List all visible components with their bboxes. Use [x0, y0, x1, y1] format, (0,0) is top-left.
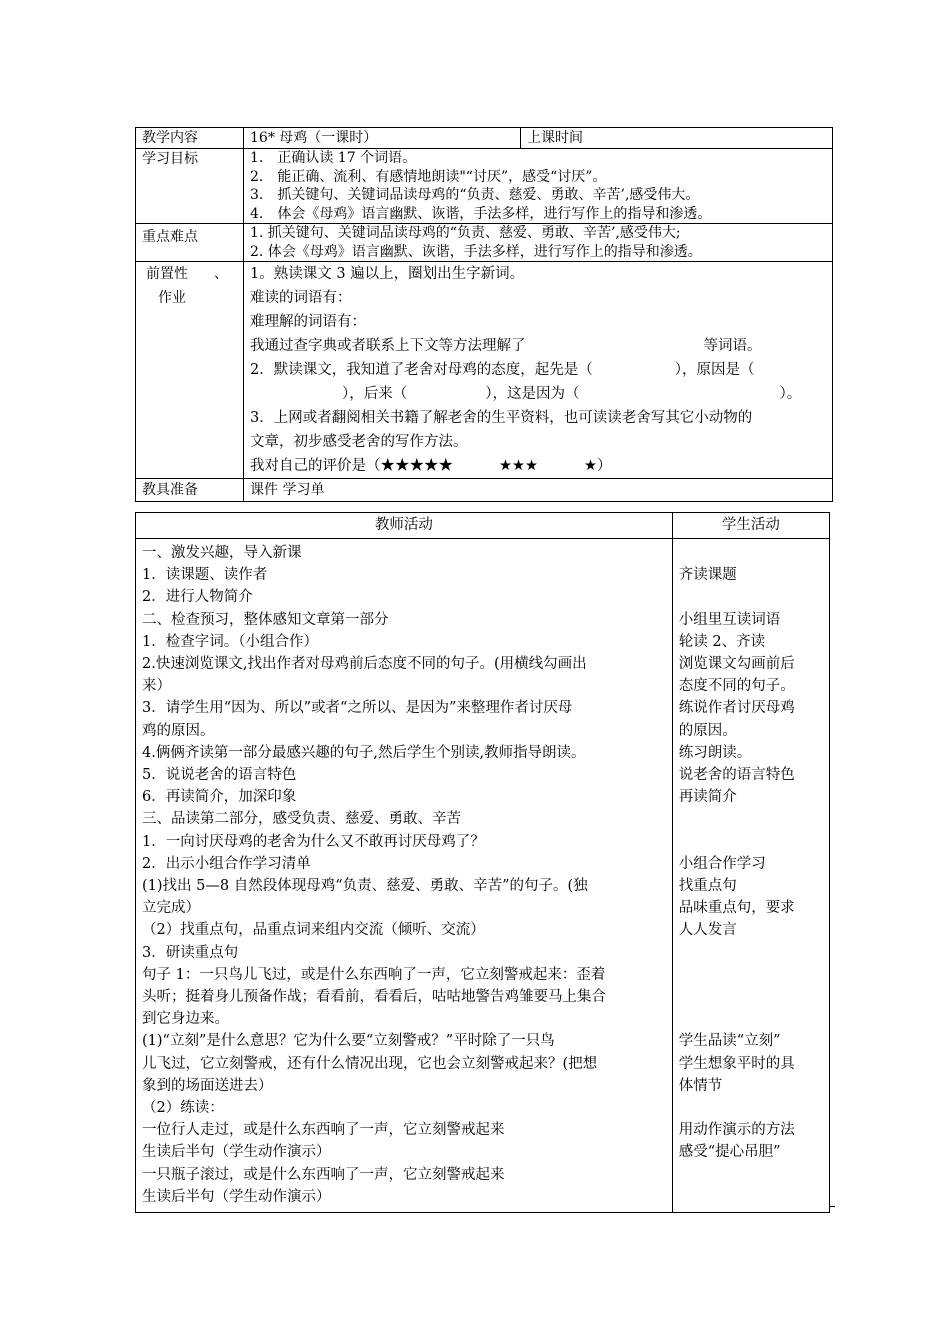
- student-activity-line: 品味重点句，要求: [678, 900, 795, 917]
- goal-item: 4． 体会《母鸡》语言幽默、诙谐，手法多样，进行写作上的指导和渗透。: [250, 205, 712, 222]
- goals-label: 学习目标: [136, 149, 244, 224]
- teacher-activity-line: 头听；挺着身儿预备作战；看看前，看看后，咕咕地警告鸡雏要马上集合: [142, 989, 606, 1006]
- homework-line: 1。熟读课文 3 遍以上，圈划出生字新词。: [250, 266, 525, 282]
- student-activity-line: 学生品读“立刻”: [678, 1033, 781, 1050]
- student-activity-cell: [672, 539, 829, 1213]
- homework-label-comma: 、: [214, 266, 228, 282]
- student-activity-line: 小组合作学习: [678, 855, 766, 872]
- homework-text: 2．默读课文，我知道了老舍对母鸡的态度，起先是（: [250, 362, 593, 378]
- teacher-activity-line: 5．说说老舍的语言特色: [142, 767, 297, 784]
- student-activity-line: 感受“提心吊胆”: [678, 1144, 781, 1161]
- activity-header-row: [136, 513, 830, 539]
- activity-table: [135, 512, 830, 1213]
- goals-cell: [244, 149, 833, 224]
- student-activity-line: 找重点句: [678, 877, 737, 894]
- goal-item: 2． 能正确、流利、有感情地朗读"“讨厌”，感受“讨厌”。: [250, 168, 607, 185]
- homework-row: [136, 262, 833, 479]
- teacher-activity-line: 1．一向讨厌母鸡的老舍为什么又不敢再讨厌母鸡了？: [142, 833, 485, 850]
- teacher-activity-line: 3．研读重点句: [142, 944, 239, 961]
- student-activity-line: 再读简介: [678, 789, 737, 806]
- goal-item: 1． 正确认读 17 个词语。: [250, 150, 417, 166]
- teacher-activity-line: 三、品读第二部分，感受负责、慈爱、勇敢、辛苦: [142, 811, 461, 828]
- goal-item: 3． 抓关键句、关键词品读母鸡的“负责、慈爱、勇敢、辛苦’,感受伟大。: [250, 187, 700, 203]
- teacher-activity-line: 生读后半句（学生动作演示）: [142, 1144, 331, 1161]
- homework-line: [250, 382, 832, 406]
- homework-text: 我对自己的评价是（★★★★★: [250, 458, 453, 474]
- teacher-activity-line: 2．进行人物简介: [142, 589, 253, 606]
- teacher-activity-line: 儿飞过，它立刻警戒，还有什么情况出现，它也会立刻警戒起来？(把想: [142, 1055, 598, 1072]
- content-value: 16* 母鸡（一课时）: [244, 128, 521, 149]
- homework-line: 难读的词语有：: [250, 290, 352, 306]
- homework-cell: [244, 262, 833, 479]
- student-activity-line: 小组里互读词语: [678, 611, 781, 628]
- student-activity-line: 的原因。: [678, 722, 737, 739]
- student-activity-line: [679, 1097, 829, 1119]
- table-edge-mark: [829, 1206, 835, 1207]
- student-activity-line: 练习朗读。: [678, 744, 752, 761]
- teacher-activity-cell: [136, 539, 673, 1213]
- teacher-activity-line: 鸡的原因。: [142, 722, 215, 739]
- teacher-activity-line: 1．读课题、读作者: [142, 567, 268, 584]
- teacher-activity-line: 一只瓶子滚过，或是什么东西响了一声，它立刻警戒起来: [142, 1166, 505, 1183]
- tools-value: 课件 学习单: [244, 479, 833, 502]
- student-activity-line: 轮读 2、齐读: [678, 633, 766, 650]
- student-activity-line: [679, 1164, 829, 1186]
- teacher-activity-line: 6．再读简介，加深印象: [142, 789, 297, 806]
- difficulty-item: 2. 体会《母鸡》语言幽默、诙谐，手法多样，进行写作上的指导和渗透。: [250, 243, 702, 260]
- content-row: [136, 128, 833, 149]
- student-activity-line: [679, 986, 829, 1008]
- teacher-activity-line: (1)“立刻”是什么意思？它为什么要“立刻警戒？”平时除了一只鸟: [142, 1033, 555, 1050]
- homework-label-line2: 作业: [158, 290, 186, 306]
- student-activity-line: [679, 542, 829, 564]
- difficulty-label: 重点难点: [136, 224, 244, 262]
- homework-text: ），这是因为（: [485, 386, 580, 402]
- student-activity-line: [679, 1008, 829, 1030]
- difficulty-row: [136, 224, 833, 262]
- student-activity-line: [679, 586, 829, 608]
- tools-row: [136, 479, 833, 502]
- difficulty-cell: [244, 224, 833, 262]
- homework-line: [250, 334, 832, 358]
- difficulty-item: 1. 抓关键句、关键词品读母鸡的“负责、慈爱、勇敢、辛苦’,感受伟大;: [250, 225, 681, 241]
- student-activity-line: 体情节: [678, 1077, 723, 1094]
- student-activity-line: 浏览课文勾画前后: [678, 655, 795, 672]
- homework-text: 等词语。: [703, 338, 762, 354]
- teacher-activity-line: 2．出示小组合作学习清单: [142, 855, 311, 872]
- teacher-activity-line: 到它身边来。: [142, 1011, 229, 1028]
- rating-one-star[interactable]: ★）: [584, 458, 612, 474]
- teacher-activity-line: (1)找出 5—8 自然段体现母鸡“负责、慈爱、勇敢、辛苦”的句子。(独: [142, 878, 588, 895]
- tools-label: 教具准备: [136, 479, 244, 502]
- teacher-activity-line: 生读后半句（学生动作演示）: [142, 1188, 331, 1205]
- student-activity-line: [679, 808, 829, 830]
- student-activity-header: 学生活动: [672, 513, 829, 539]
- student-activity-line: 齐读课题: [678, 567, 737, 584]
- homework-label: [136, 262, 244, 479]
- teacher-activity-line: 来）: [142, 678, 171, 695]
- teacher-activity-line: （2）找重点句，品重点词来组内交流（倾听、交流）: [142, 922, 485, 939]
- teacher-activity-line: （2）练读：: [142, 1100, 224, 1117]
- teacher-activity-line: 象到的场面送进去）: [142, 1077, 273, 1094]
- time-label: 上课时间: [527, 130, 583, 146]
- homework-text: 我通过查字典或者联系上下文等方法理解了: [250, 338, 526, 354]
- student-activity-line: [679, 831, 829, 853]
- student-activity-line: 用动作演示的方法: [678, 1122, 795, 1139]
- student-activity-line: 学生想象平时的具: [678, 1055, 795, 1072]
- teacher-activity-line: 1．检查字词。（小组合作）: [142, 633, 318, 650]
- homework-line: 难理解的词语有：: [250, 314, 366, 330]
- homework-text: ），后来（: [342, 386, 408, 402]
- student-activity-line: 说老舍的语言特色: [678, 767, 795, 783]
- homework-line: 3．上网或者翻阅相关书籍了解老舍的生平资料，也可读读老舍写其它小动物的: [250, 410, 753, 426]
- teacher-activity-line: 一位行人走过，或是什么东西响了一声，它立刻警戒起来: [142, 1122, 505, 1139]
- teacher-activity-line: 4.俩俩齐读第一部分最感兴趣的句子,然后学生个别读,教师指导朗读。: [142, 744, 586, 761]
- teacher-activity-line: 3．请学生用“因为、所以”或者“之所以、是因为”来整理作者讨厌母: [142, 700, 573, 717]
- teacher-activity-line: 一、激发兴趣，导入新课: [142, 545, 302, 561]
- teacher-activity-line: 2.快速浏览课文,找出作者对母鸡前后态度不同的句子。(用横线勾画出: [142, 656, 587, 673]
- content-label: 教学内容: [136, 128, 244, 149]
- student-activity-line: [679, 942, 829, 964]
- teacher-activity-line: 二、检查预习，整体感知文章第一部分: [142, 611, 389, 628]
- teacher-activity-line: 句子 1：一只鸟儿飞过，或是什么东西响了一声，它立刻警戒起来：歪着: [142, 966, 606, 983]
- student-activity-line: [679, 964, 829, 986]
- time-field: [521, 128, 833, 149]
- homework-text: ）。: [779, 386, 802, 402]
- student-activity-line: 态度不同的句子。: [678, 678, 795, 695]
- homework-line: [250, 358, 832, 382]
- student-activity-line: 人人发言: [678, 922, 737, 939]
- rating-three-stars[interactable]: ★★★: [499, 458, 538, 474]
- student-activity-line: 练说作者讨厌母鸡: [678, 700, 795, 717]
- lesson-info-table: [135, 127, 833, 502]
- homework-label-line1: 前置性: [146, 266, 188, 282]
- homework-text: ），原因是（: [674, 362, 755, 378]
- teacher-activity-header: 教师活动: [136, 513, 673, 539]
- teacher-activity-line: 立完成）: [142, 900, 200, 917]
- homework-line: 文章，初步感受老舍的写作方法。: [250, 434, 468, 450]
- student-activity-line: [679, 1186, 829, 1208]
- self-evaluation-line: [250, 454, 832, 478]
- activity-body-row: [136, 539, 830, 1213]
- goals-row: [136, 149, 833, 224]
